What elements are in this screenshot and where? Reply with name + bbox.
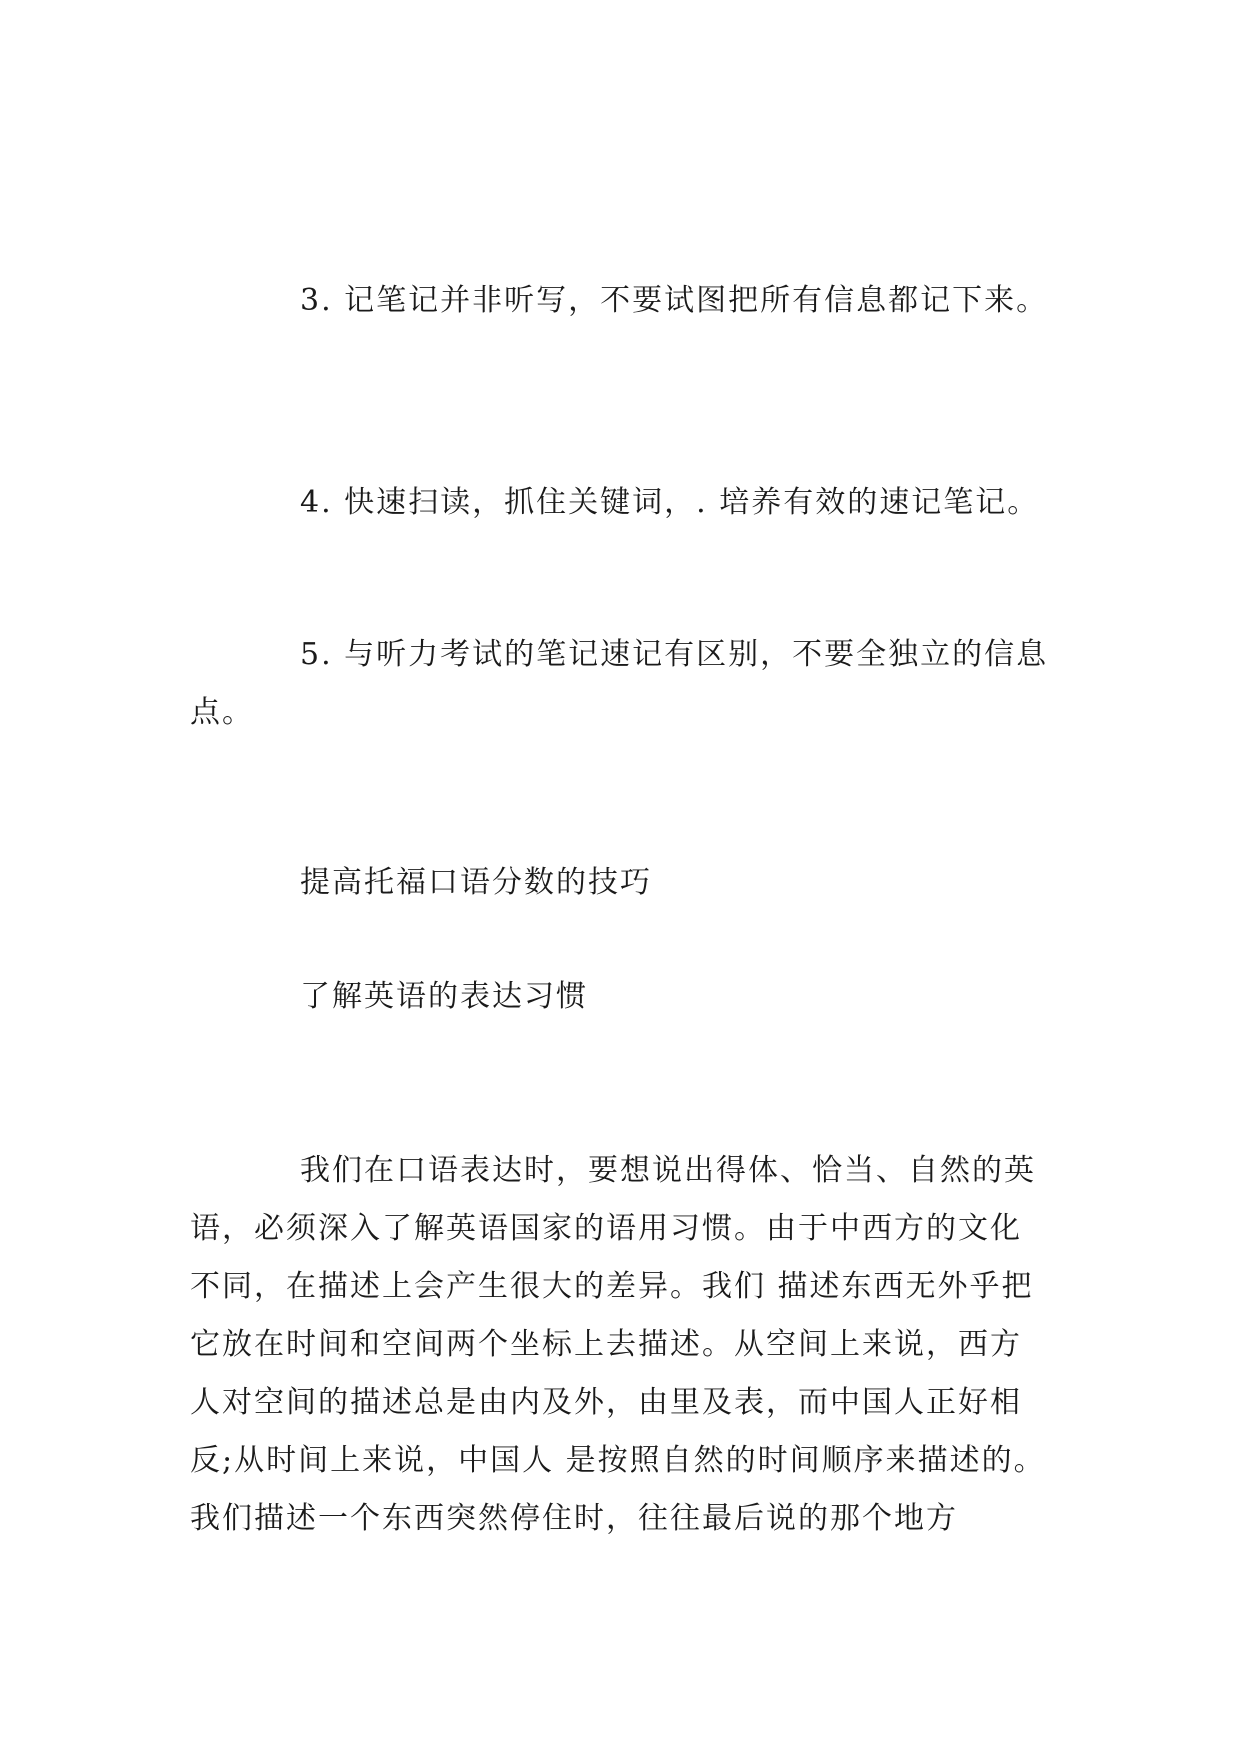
subsection-heading: 了解英语的表达习惯 bbox=[300, 979, 588, 1014]
tip-item-3: 3. 记笔记并非听写，不要试图把所有信息都记下来。 bbox=[300, 283, 1049, 318]
section-heading: 提高托福口语分数的技巧 bbox=[300, 865, 652, 900]
body-paragraph: 我们在口语表达时，要想说出得体、恰当、自然的英语，必须深入了解英语国家的语用习惯。由于中西方的文化不同，在描述上会产生很大的差异。我们 描述东西无外乎把它放在时间和空间两个坐标上去描述。从空间上来说，西方人对空间的描述总是由内及外，由里及表，而中国人正好相反;从时间上来说，中国人 是按照自然的时间顺序来描述的。我们描述一个东西突然停住时，往往最后说的那个地方 bbox=[190, 1153, 1046, 1536]
tip-item-4: 4. 快速扫读，抓住关键词，. 培养有效的速记笔记。 bbox=[300, 485, 1040, 520]
tip-item-5: 5. 与听力考试的笔记速记有区别，不要全独立的信息点。 bbox=[190, 637, 1049, 730]
